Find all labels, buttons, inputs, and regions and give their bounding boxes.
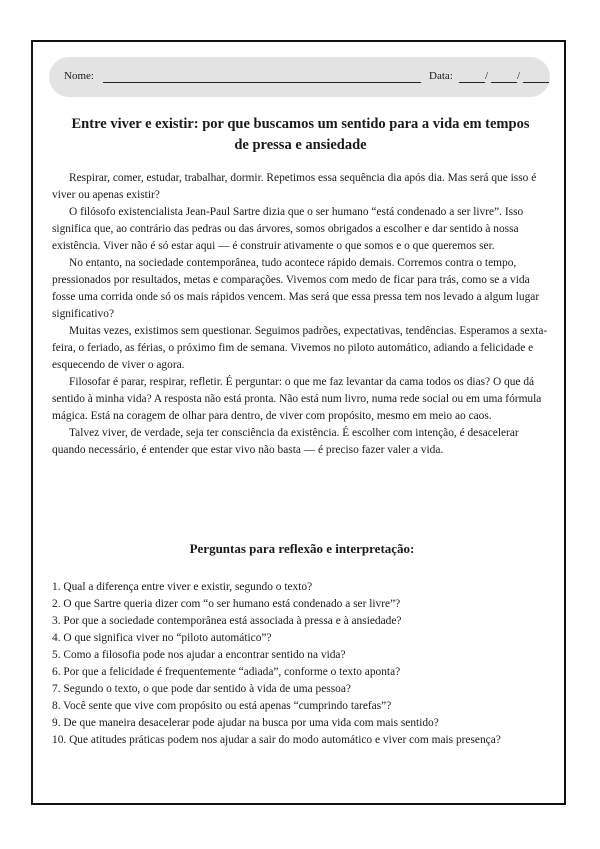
date-label: Data: xyxy=(429,70,453,82)
worksheet-frame xyxy=(31,40,566,805)
paragraph: No entanto, na sociedade contemporânea, tudo acontece rápido demais. Corremos contra o tempo, pressionados por resultados, metas e comparações. Vivemos com medo de ficar para trás, como se a vida fosse uma corrida onde só os mais rápidos vencem. Mas será que essa pressa tem nos levado a algum lugar significativo? xyxy=(52,257,540,320)
name-label: Nome: xyxy=(64,70,94,82)
questions-list xyxy=(52,579,552,749)
name-field-line[interactable] xyxy=(103,82,421,83)
page-title: Entre viver e existir: por que buscamos um sentido para a vida em tempos de pressa e ansiedade xyxy=(71,116,530,153)
questions-heading: Perguntas para reflexão e interpretação: xyxy=(189,541,415,556)
question-item: 7. Segundo o texto, o que pode dar sentido à vida de uma pessoa? xyxy=(52,683,351,695)
paragraph: Muitas vezes, existimos sem questionar. Seguimos padrões, expectativas, tendências. Esperamos a sexta-feira, o feriado, as férias, o próximo fim de semana. Vivemos no piloto automático, adiando a felicidade e esquecendo de viver o agora. xyxy=(52,325,548,371)
question-item: 1. Qual a diferença entre viver e existir, segundo o texto? xyxy=(52,581,313,593)
question-item: 3. Por que a sociedade contemporânea está associada à pressa e à ansiedade? xyxy=(52,615,402,627)
question-item: 8. Você sente que vive com propósito ou está apenas “cumprindo tarefas”? xyxy=(52,700,392,712)
paragraph: O filósofo existencialista Jean-Paul Sartre dizia que o ser humano “está condenado a ser livre”. Isso significa que, ao contrário das pedras ou das árvores, somos obrigados a escolher e dar sentido à nossa existência. Viver não é só estar aqui — é construir ativamente o que somos e o que queremos ser. xyxy=(52,206,524,252)
question-item: 5. Como a filosofia pode nos ajudar a encontrar sentido na vida? xyxy=(52,649,346,661)
header-bar xyxy=(49,57,550,97)
question-item: 2. O que Sartre queria dizer com “o ser humano está condenado a ser livre”? xyxy=(52,598,401,610)
paragraph: Respirar, comer, estudar, trabalhar, dormir. Repetimos essa sequência dia após dia. Mas será que isso é viver ou apenas existir? xyxy=(52,172,537,201)
question-item: 9. De que maneira desacelerar pode ajudar na busca por uma vida com mais sentido? xyxy=(52,717,439,729)
question-item: 6. Por que a felicidade é frequentemente “adiada”, conforme o texto aponta? xyxy=(52,666,401,678)
date-slash: / xyxy=(485,70,489,82)
article-body xyxy=(52,170,552,459)
date-month-line[interactable] xyxy=(491,82,517,83)
paragraph: Talvez viver, de verdade, seja ter consciência da existência. É escolher com intenção, é desacelerar quando necessário, é entender que estar vivo não basta — é preciso fazer valer a vida. xyxy=(52,427,519,456)
date-slash: / xyxy=(517,70,521,82)
question-item: 4. O que significa viver no “piloto automático”? xyxy=(52,632,272,644)
question-item: 10. Que atitudes práticas podem nos ajudar a sair do modo automático e viver com mais presença? xyxy=(52,734,501,746)
paragraph: Filosofar é parar, respirar, refletir. É perguntar: o que me faz levantar da cama todos os dias? O que dá sentido à minha vida? A resposta não está pronta. Não está num livro, numa rede social ou em uma fórmula mágica. Está na coragem de olhar para dentro, de viver com propósito, mesmo em meio ao caos. xyxy=(52,376,542,422)
date-day-line[interactable] xyxy=(459,82,485,83)
date-year-line[interactable] xyxy=(523,82,549,83)
